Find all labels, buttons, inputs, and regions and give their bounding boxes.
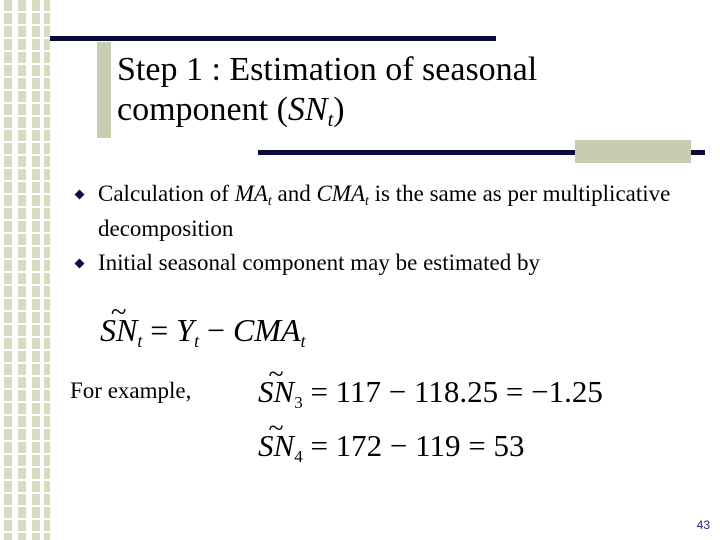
- bullet-text: is the same as per multiplicative decomposition: [98, 181, 671, 242]
- formula-cma-var: CMA: [233, 312, 301, 348]
- bullet-sub: t: [267, 193, 272, 209]
- example-label: For example,: [70, 378, 192, 403]
- bullet-marker-icon: [75, 259, 85, 269]
- example-var: ~ SN: [258, 428, 294, 464]
- title-prefix: component (: [117, 91, 288, 128]
- formula-y-var: Y: [176, 312, 195, 348]
- bullet-text: Calculation of: [98, 181, 235, 206]
- formula-equals: =: [142, 312, 177, 348]
- formula-lhs-var: ~ SN: [100, 312, 137, 349]
- example-sub: 3: [294, 392, 303, 412]
- title-suffix: ): [333, 91, 345, 128]
- bullet-list: [76, 180, 696, 283]
- bullet-var: CMA: [316, 181, 366, 206]
- decorative-strip-lines: [0, 0, 50, 540]
- example-rhs: = 117 − 118.25 = −1.25: [302, 374, 603, 409]
- bullet-marker-icon: [75, 190, 85, 200]
- bullet-text: and: [271, 181, 317, 206]
- title-line-2: [117, 90, 677, 140]
- bullet-var: MA: [234, 181, 268, 206]
- formula-minus: −: [198, 312, 234, 348]
- formula-cma-sub: t: [300, 331, 306, 352]
- slide-title: [117, 50, 677, 140]
- title-sub: t: [327, 109, 334, 132]
- title-bar-top: [50, 36, 496, 41]
- seasonal-formula: [100, 312, 305, 352]
- example-equation-1: [258, 374, 603, 413]
- example-var: ~ SN: [258, 374, 294, 410]
- example-equation-2: [258, 428, 525, 467]
- title-accent-box: [97, 42, 111, 138]
- example-sub: 4: [294, 446, 303, 466]
- formula-lhs-sub: t: [137, 331, 143, 352]
- title-line-1: Step 1 : Estimation of seasonal: [117, 51, 538, 88]
- page-number: 43: [696, 518, 710, 532]
- bullet-item: [76, 249, 696, 277]
- bullet-text: Initial seasonal component may be estimated by: [98, 250, 540, 276]
- formula-y-sub: t: [194, 331, 199, 352]
- title-var: SN: [287, 91, 328, 128]
- example-rhs: = 172 − 119 = 53: [302, 428, 525, 463]
- bullet-item: [76, 180, 696, 243]
- bullet-sub: t: [365, 193, 369, 209]
- title-accent-box-right: [575, 140, 691, 163]
